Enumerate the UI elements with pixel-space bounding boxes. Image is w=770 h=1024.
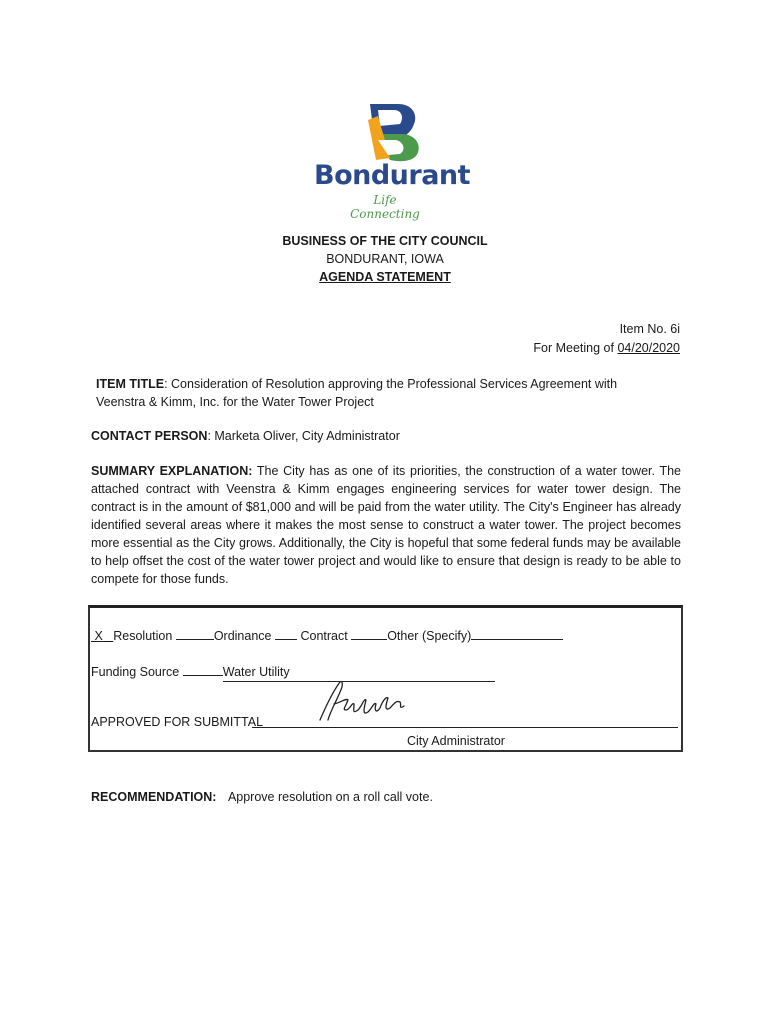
summary-label: SUMMARY EXPLANATION: bbox=[91, 464, 253, 478]
funding-value: Water Utility bbox=[223, 663, 495, 682]
item-number: Item No. 6i bbox=[619, 322, 680, 336]
contact-label: CONTACT PERSON bbox=[91, 429, 208, 443]
meeting-line bbox=[533, 341, 680, 355]
header-city: BONDURANT, IOWA bbox=[326, 252, 444, 266]
funding-row bbox=[91, 661, 495, 682]
other-option: Other (Specify) bbox=[387, 629, 472, 643]
document-type-row bbox=[91, 625, 563, 645]
contract-option: Contract bbox=[300, 629, 348, 643]
item-title-line1 bbox=[96, 375, 686, 393]
resolution-option: Resolution bbox=[113, 629, 173, 643]
brand-tagline: Life Connecting bbox=[350, 193, 420, 221]
signer-title: City Administrator bbox=[407, 734, 505, 748]
item-title-text-2: Veenstra & Kimm, Inc. for the Water Tower Project bbox=[96, 395, 374, 409]
contact-text: : Marketa Oliver, City Administrator bbox=[207, 429, 400, 443]
recommendation-label: RECOMMENDATION: bbox=[91, 790, 217, 804]
contract-blank bbox=[275, 625, 297, 640]
approved-label: APPROVED FOR SUBMITTAL bbox=[91, 715, 264, 729]
ordinance-option: Ordinance bbox=[213, 629, 272, 643]
meeting-label: For Meeting of bbox=[533, 341, 614, 355]
funding-blank-lead bbox=[183, 661, 223, 676]
summary-paragraph bbox=[91, 462, 681, 588]
resolution-mark bbox=[91, 629, 113, 643]
item-title-label: ITEM TITLE bbox=[96, 377, 165, 391]
item-title-text-1: : Consideration of Resolution approving the Professional Services Agreement with bbox=[164, 377, 618, 391]
contact-line bbox=[91, 427, 681, 445]
funding-label: Funding Source bbox=[91, 665, 180, 679]
signature-icon bbox=[316, 676, 412, 728]
recommendation-row bbox=[91, 788, 433, 806]
brand-name: Bondurant bbox=[314, 160, 471, 191]
meeting-date: 04/20/2020 bbox=[617, 341, 680, 355]
recommendation-text: Approve resolution on a roll call vote. bbox=[227, 790, 433, 804]
other-blank bbox=[351, 625, 387, 640]
summary-text: The City has as one of its priorities, the construction of a water tower. The attached contract with Veenstra & Kimm engages engineering services for water tower design. The contract is in the amount of $81,000 and will be paid from the water utility. The City's Engineer has already identified several areas where it makes the most sense to construct a water tower. The project becomes more essential as the City grows. Additionally, the City is hopeful that some federal funds may be available to help offset the cost of the water tower project and would like to ensure that design is ready to be able to compete for those funds. bbox=[91, 464, 682, 586]
resolution-checkmark: X bbox=[94, 629, 103, 643]
other-specify-blank bbox=[471, 625, 563, 640]
header-agenda-statement: AGENDA STATEMENT bbox=[319, 270, 451, 284]
header-council: BUSINESS OF THE CITY COUNCIL bbox=[282, 234, 488, 248]
ordinance-blank bbox=[176, 625, 214, 640]
